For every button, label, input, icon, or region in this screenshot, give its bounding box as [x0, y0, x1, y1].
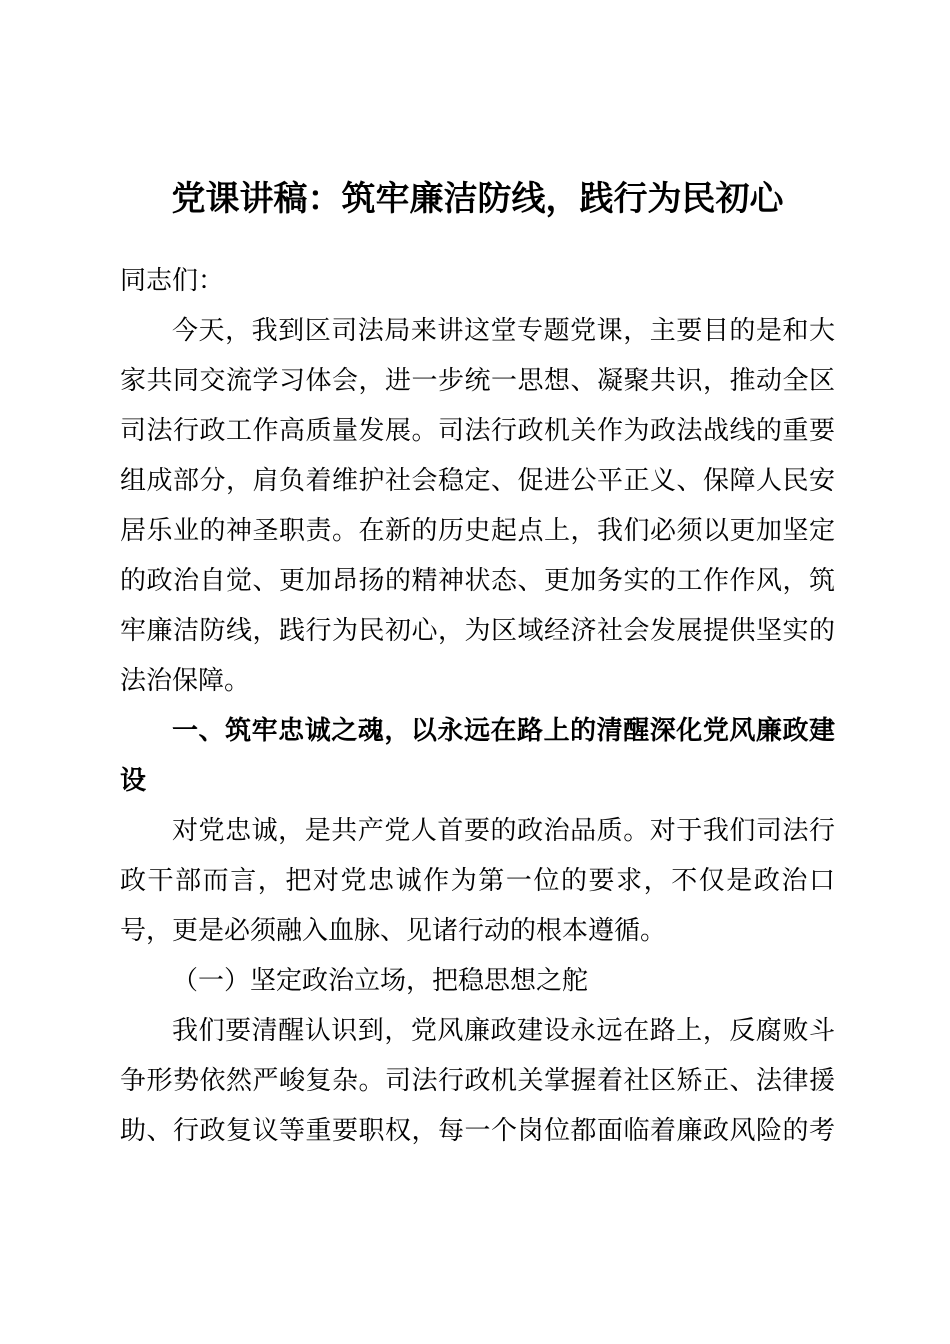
paragraph-line: 司法行政工作高质量发展。司法行政机关作为政法战线的重要	[120, 415, 835, 445]
paragraph-line: 号，更是必须融入血脉、见诸行动的根本遵循。	[120, 915, 667, 945]
document-content	[120, 0, 835, 1155]
paragraph-line: 组成部分，肩负着维护社会稳定、促进公平正义、保障人民安	[120, 465, 835, 495]
paragraph-line: 对党忠诚，是共产党人首要的政治品质。对于我们司法行	[172, 815, 835, 845]
paragraph-line: 牢廉洁防线，践行为民初心，为区域经济社会发展提供坚实的	[120, 615, 835, 645]
paragraph-line: 法治保障。	[120, 665, 251, 695]
paragraph-line: 今天，我到区司法局来讲这堂专题党课，主要目的是和大	[172, 315, 835, 345]
subsection-heading-line: （一）坚定政治立场，把稳思想之舵	[172, 965, 589, 995]
paragraph-line: 助、行政复议等重要职权，每一个岗位都面临着廉政风险的考	[120, 1115, 835, 1145]
paragraph-line: 我们要清醒认识到，党风廉政建设永远在路上，反腐败斗	[172, 1015, 835, 1045]
paragraph-line: 居乐业的神圣职责。在新的历史起点上，我们必须以更加坚定	[120, 515, 835, 545]
paragraph-line: 争形势依然严峻复杂。司法行政机关掌握着社区矫正、法律援	[120, 1065, 835, 1095]
section-heading-line: 一、筑牢忠诚之魂，以永远在路上的清醒深化党风廉政建	[172, 715, 835, 745]
section-heading-line: 设	[120, 765, 147, 795]
paragraph-line: 家共同交流学习体会，进一步统一思想、凝聚共识，推动全区	[120, 365, 835, 395]
document-title: 党课讲稿：筑牢廉洁防线，践行为民初心	[171, 180, 784, 218]
paragraph-line: 的政治自觉、更加昂扬的精神状态、更加务实的工作作风，筑	[120, 565, 835, 595]
salutation-line: 同志们：	[120, 265, 225, 295]
paragraph-line: 政干部而言，把对党忠诚作为第一位的要求，不仅是政治口	[120, 865, 835, 895]
